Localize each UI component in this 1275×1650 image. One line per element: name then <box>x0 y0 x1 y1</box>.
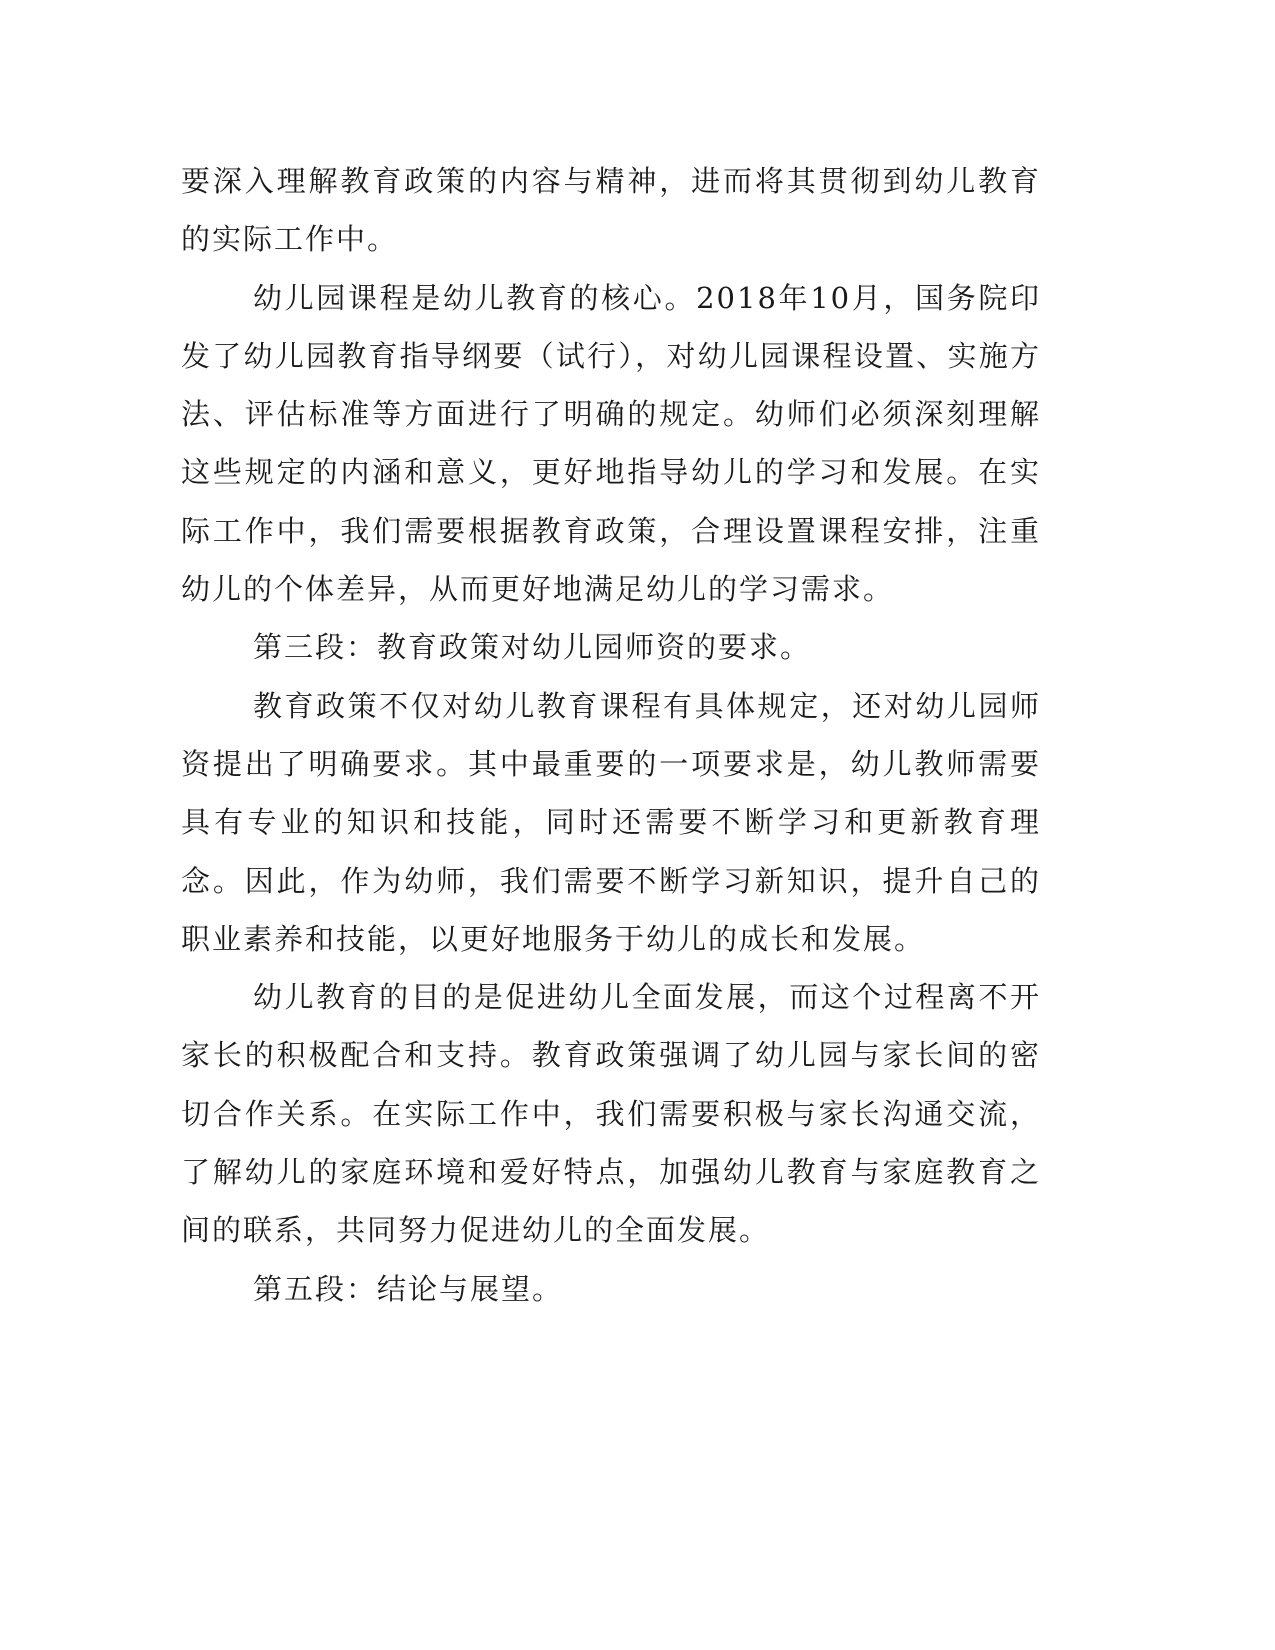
section-heading-third: 第三段：教育政策对幼儿园师资的要求。 <box>253 630 812 665</box>
paragraph-curriculum: 幼儿园课程是幼儿教育的核心。2018年10月，国务院印发了幼儿园教育指导纲要（试行），对幼儿园课程设置、实施方法、评估标准等方面进行了明确的规定。幼师们必须深刻理解这些规定的内涵和意义，更好地指导幼儿的学习和发展。在实际工作中，我们需要根据教育政策，合理设置课程安排，注重幼儿的个体差异，从而更好地满足幼儿的学习需求。 <box>181 280 1041 607</box>
paragraph-teacher-requirements: 教育政策不仅对幼儿教育课程有具体规定，还对幼儿园师资提出了明确要求。其中最重要的一项要求是，幼儿教师需要具有专业的知识和技能，同时还需要不断学习和更新教育理念。因此，作为幼师，我们需要不断学习新知识，提升自己的职业素养和技能，以更好地服务于幼儿的成长和发展。 <box>181 688 1041 956</box>
document-body <box>181 152 1041 1318</box>
section-heading-fifth: 第五段：结论与展望。 <box>253 1271 564 1306</box>
paragraph-parent-cooperation: 幼儿教育的目的是促进幼儿全面发展，而这个过程离不开家长的积极配合和支持。教育政策强调了幼儿园与家长间的密切合作关系。在实际工作中，我们需要积极与家长沟通交流，了解幼儿的家庭环境和爱好特点，加强幼儿教育与家庭教育之间的联系，共同努力促进幼儿的全面发展。 <box>181 980 1041 1248</box>
paragraph-continuation: 要深入理解教育政策的内容与精神，进而将其贯彻到幼儿教育的实际工作中。 <box>181 164 1041 257</box>
